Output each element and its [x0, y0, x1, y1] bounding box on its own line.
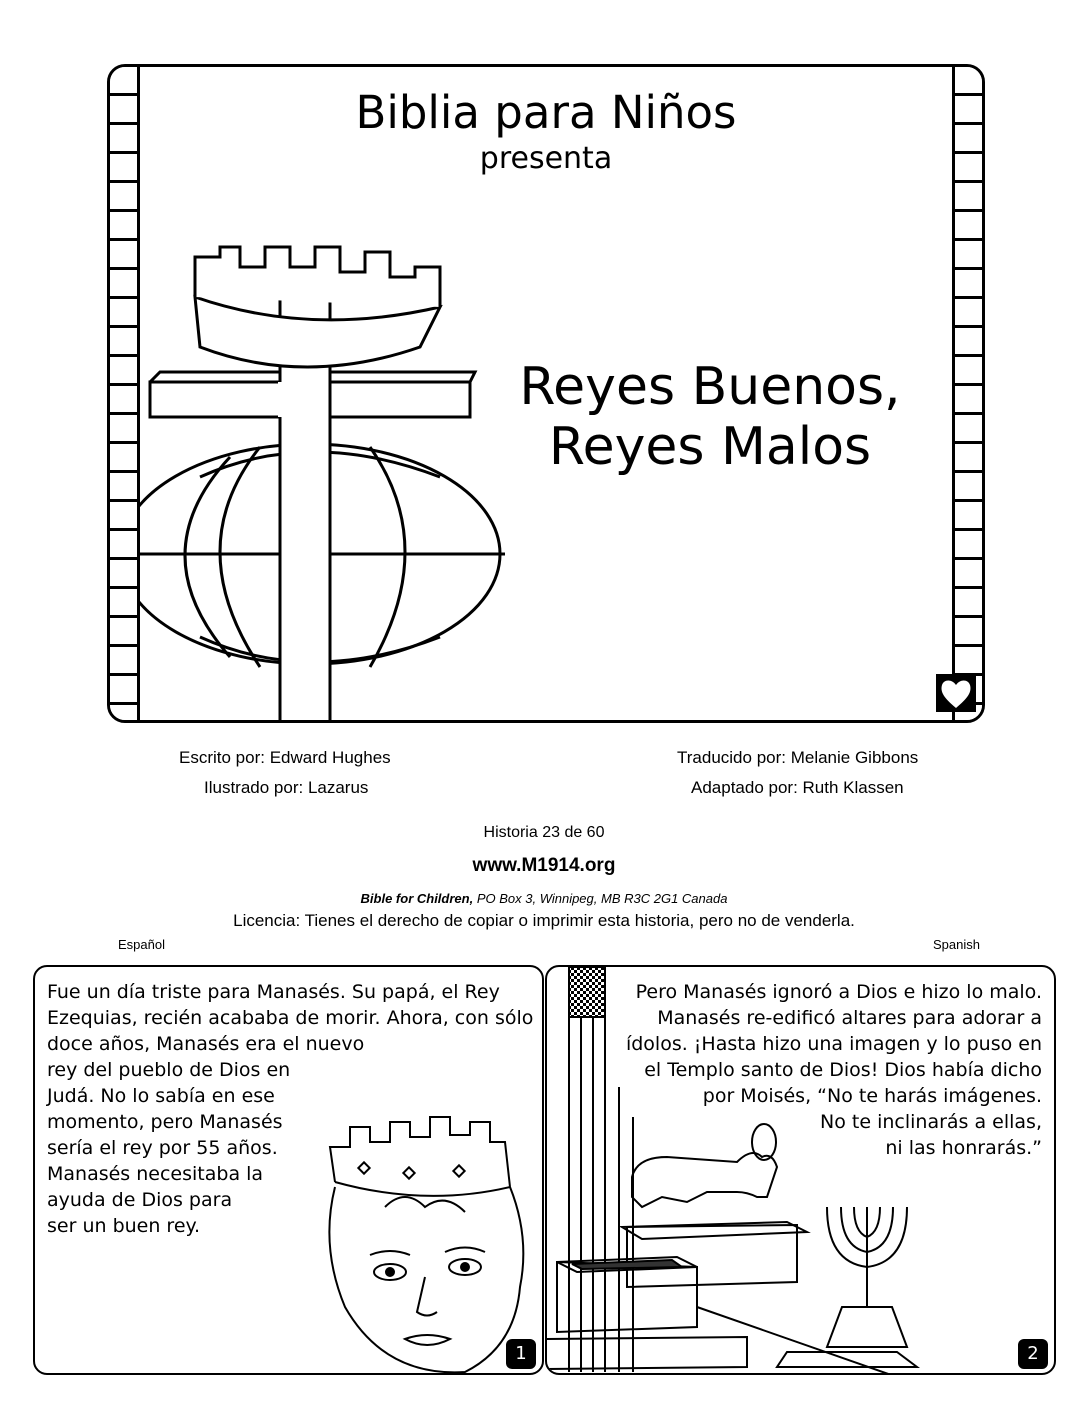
story-title-line-1: Reyes Buenos, [519, 357, 901, 417]
cross-globe-crown-icon [140, 227, 520, 723]
story-title-line-2: Reyes Malos [548, 417, 872, 477]
written-by: Escrito por: Edward Hughes [179, 748, 391, 767]
panel-2-text: Pero Manasés ignoró a Dios e hizo lo malo. Manasés re-edificó altares para adorar a ídolos. ¡Hasta hizo una imagen y lo puso en el Templo santo de Dios! Dios había dicho por Moisés, “No te harás imágenes. No te inclinarás a ellas, ni las honrarás.” [625, 981, 1042, 1159]
story-count: Historia 23 de 60 [483, 824, 605, 841]
panel-1 [33, 965, 544, 1375]
address-street: PO Box 3, Winnipeg, MB R3C 2G1 Canada [476, 891, 728, 906]
license-text: Licencia: Tienes el derecho de copiar o imprimir esta historia, pero no de venderla. [233, 911, 855, 930]
king-manasseh-illustration [315, 1107, 544, 1375]
address-org: Bible for Children, [360, 891, 474, 906]
language-right: Spanish [933, 937, 980, 952]
panel-1-text-top: Fue un día triste para Manasés. Su papá, el Rey Ezequias, recién acababa de morir. Ahora, con sólo doce años, Manasés era el nuevo [47, 981, 534, 1055]
heart-icon [936, 674, 976, 712]
story-title [500, 357, 920, 477]
cover-frame [107, 64, 985, 723]
language-left: Español [118, 937, 165, 952]
panel-2 [545, 965, 1056, 1375]
page-number-1: 1 [506, 1339, 536, 1369]
translated-by: Traducido por: Melanie Gibbons [677, 748, 919, 767]
cover-title: Biblia para Niños [355, 86, 737, 139]
website-link[interactable]: www.M1914.org [472, 855, 616, 876]
page-number-2: 2 [1018, 1339, 1048, 1369]
illustrated-by: Ilustrado por: Lazarus [204, 778, 369, 797]
cover-subtitle: presenta [479, 141, 613, 176]
panel-1-text-side: rey del pueblo de Dios en Judá. No lo sabía en ese momento, pero Manasés sería el rey por 55 años. Manasés necesitaba la ayuda de Dios para ser un buen rey. [47, 1059, 291, 1237]
adapted-by: Adaptado por: Ruth Klassen [691, 778, 904, 797]
address [0, 891, 1088, 906]
